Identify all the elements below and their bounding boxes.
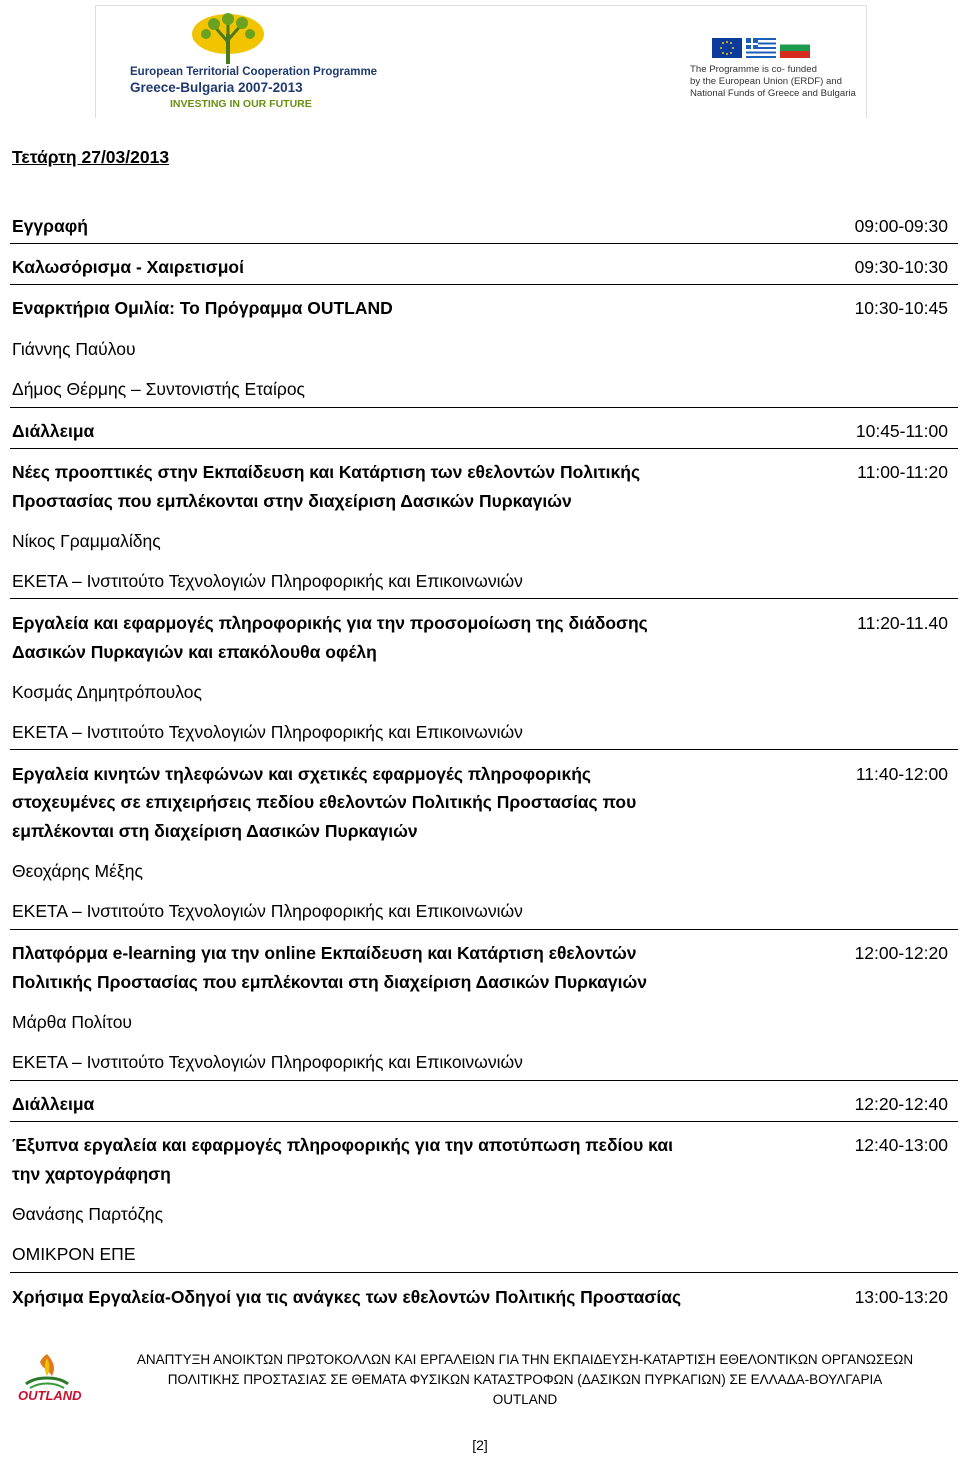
divider [10,1121,958,1122]
agenda-title-line: Νέες προοπτικές στην Εκπαίδευση και Κατάρτιση των εθελοντών Πολιτικής [12,462,641,482]
agenda-break: Διάλλειμα [12,1094,95,1114]
agenda-time: 11:00-11:20 [857,462,948,482]
page-title-date: Τετάρτη 27/03/2013 [12,147,170,167]
agenda-title: Χρήσιμα Εργαλεία-Οδηγοί για τις ανάγκες των εθελοντών Πολιτικής Προστασίας [12,1287,682,1307]
footer-line3: OUTLAND [492,1392,558,1407]
agenda-speaker: Θανάσης Παρτόζης [12,1204,164,1224]
page-number: [2] [472,1437,488,1453]
divider [10,448,958,449]
divider [10,407,958,408]
bulgaria-flag-icon [780,38,810,58]
agenda-organization: ΟΜΙΚΡΟΝ ΕΠΕ [12,1244,136,1264]
divider [10,1080,958,1081]
agenda-speaker: Μάρθα Πολίτου [12,1012,133,1032]
agenda-organization: ΕΚΕΤΑ – Ινστιτούτο Τεχνολογιών Πληροφορικής και Επικοινωνιών [12,1052,523,1072]
agenda-title-line: Πλατφόρμα e-learning για την online Εκπαίδευση και Κατάρτιση εθελοντών [12,943,637,963]
cofunding-logo [690,38,860,110]
agenda-time: 12:40-13:00 [854,1135,948,1155]
divider [10,1272,958,1273]
cofunding-line2: by the European Union (ERDF) and [690,76,842,87]
agenda-title-line: στοχευμένες σε επιχειρήσεις πεδίου εθελοντών Πολιτικής Προστασίας που [12,792,637,812]
agenda-organization: ΕΚΕΤΑ – Ινστιτούτο Τεχνολογιών Πληροφορικής και Επικοινωνιών [12,571,523,591]
footer-line2: ΠΟΛΙΤΙΚΗΣ ΠΡΟΣΤΑΣΙΑΣ ΣΕ ΘΕΜΑΤΑ ΦΥΣΙΚΩΝ ΚΑΤΑΣΤΡΟΦΩΝ (ΔΑΣΙΚΩΝ ΠΥΡΚΑΓΙΩΝ) ΣΕ ΕΛΛΑΔΑ-ΒΟΥΛΓΑΡΙΑ [167,1372,883,1387]
cofunding-line3: National Funds of Greece and Bulgaria [690,88,856,99]
agenda-title-line: εμπλέκονται στη διαχείριση Δασικών Πυρκαγιών [12,821,418,841]
tree-icon [188,12,268,67]
divider [10,598,958,599]
agenda-speaker: Θεοχάρης Μέξης [12,861,143,881]
agenda-organization: Δήμος Θέρμης – Συντονιστής Εταίρος [12,379,305,399]
agenda-break: Διάλλειμα [12,421,95,441]
programme-logo [130,12,378,112]
outland-logo [12,1348,82,1408]
programme-logo-line3: INVESTING IN OUR FUTURE [170,98,312,110]
agenda-organization: ΕΚΕΤΑ – Ινστιτούτο Τεχνολογιών Πληροφορικής και Επικοινωνιών [12,722,523,742]
eu-flag-icon [712,38,742,58]
divider [10,284,958,285]
agenda-title-line: Πολιτικής Προστασίας που εμπλέκονται στη διαχείριση Δασικών Πυρκαγιών [12,972,647,992]
flags-group [712,38,860,58]
agenda-title: Εναρκτήρια Ομιλία: Το Πρόγραμμα OUTLAND [12,298,393,318]
footer-line1: ΑΝΑΠΤΥΞΗ ΑΝΟΙΚΤΩΝ ΠΡΩΤΟΚΟΛΛΩΝ ΚΑΙ ΕΡΓΑΛΕΙΩΝ ΓΙΑ ΤΗΝ ΕΚΠΑΙΔΕΥΣΗ-ΚΑΤΑΡΤΙΣΗ ΕΘΕΛΟΝΤΙΚΩΝ ΟΡΓΑΝΩΣΕΩΝ [136,1352,914,1367]
divider [10,243,958,244]
agenda-time: 13:00-13:20 [854,1287,948,1307]
agenda-time: 12:20-12:40 [854,1094,948,1114]
agenda-speaker: Γιάννης Παύλου [12,339,136,359]
divider [10,929,958,930]
cofunding-line1: The Programme is co- funded [690,64,817,75]
agenda-speaker: Νίκος Γραμμαλίδης [12,531,161,551]
programme-logo-line1: European Territorial Cooperation Programme [130,66,378,78]
agenda-title-line: Έξυπνα εργαλεία και εφαρμογές πληροφορικής για την αποτύπωση πεδίου και [12,1135,673,1155]
agenda-title-line: Εργαλεία και εφαρμογές πληροφορικής για την προσομοίωση της διάδοσης [12,613,648,633]
agenda-time: 12:00-12:20 [854,943,948,963]
agenda-time: 09:00-09:30 [854,216,948,236]
footer-project-description [100,1350,950,1410]
agenda-time: 11:40-12:00 [855,764,948,784]
agenda-title-line: την χαρτογράφηση [12,1164,171,1184]
agenda-title: Καλωσόρισμα - Χαιρετισμοί [12,257,244,277]
agenda-time: 10:30-10:45 [854,298,948,318]
programme-logo-line2: Greece-Bulgaria 2007-2013 [130,80,303,95]
agenda-time: 10:45-11:00 [855,421,948,441]
agenda-organization: ΕΚΕΤΑ – Ινστιτούτο Τεχνολογιών Πληροφορικής και Επικοινωνιών [12,901,523,921]
agenda-title: Εγγραφή [12,216,88,236]
divider [10,749,958,750]
outland-logo-text: OUTLAND [18,1388,82,1403]
agenda-title-line: Δασικών Πυρκαγιών και επακόλουθα οφέλη [12,642,377,662]
agenda-time: 09:30-10:30 [854,257,948,277]
agenda-title-line: Προστασίας που εμπλέκονται στην διαχείριση Δασικών Πυρκαγιών [12,491,572,511]
agenda-time: 11:20-11.40 [857,613,948,633]
greece-flag-icon [746,38,776,58]
agenda-title-line: Εργαλεία κινητών τηλεφώνων και σχετικές εφαρμογές πληροφορικής [12,764,592,784]
agenda-speaker: Κοσμάς Δημητρόπουλος [12,682,202,702]
